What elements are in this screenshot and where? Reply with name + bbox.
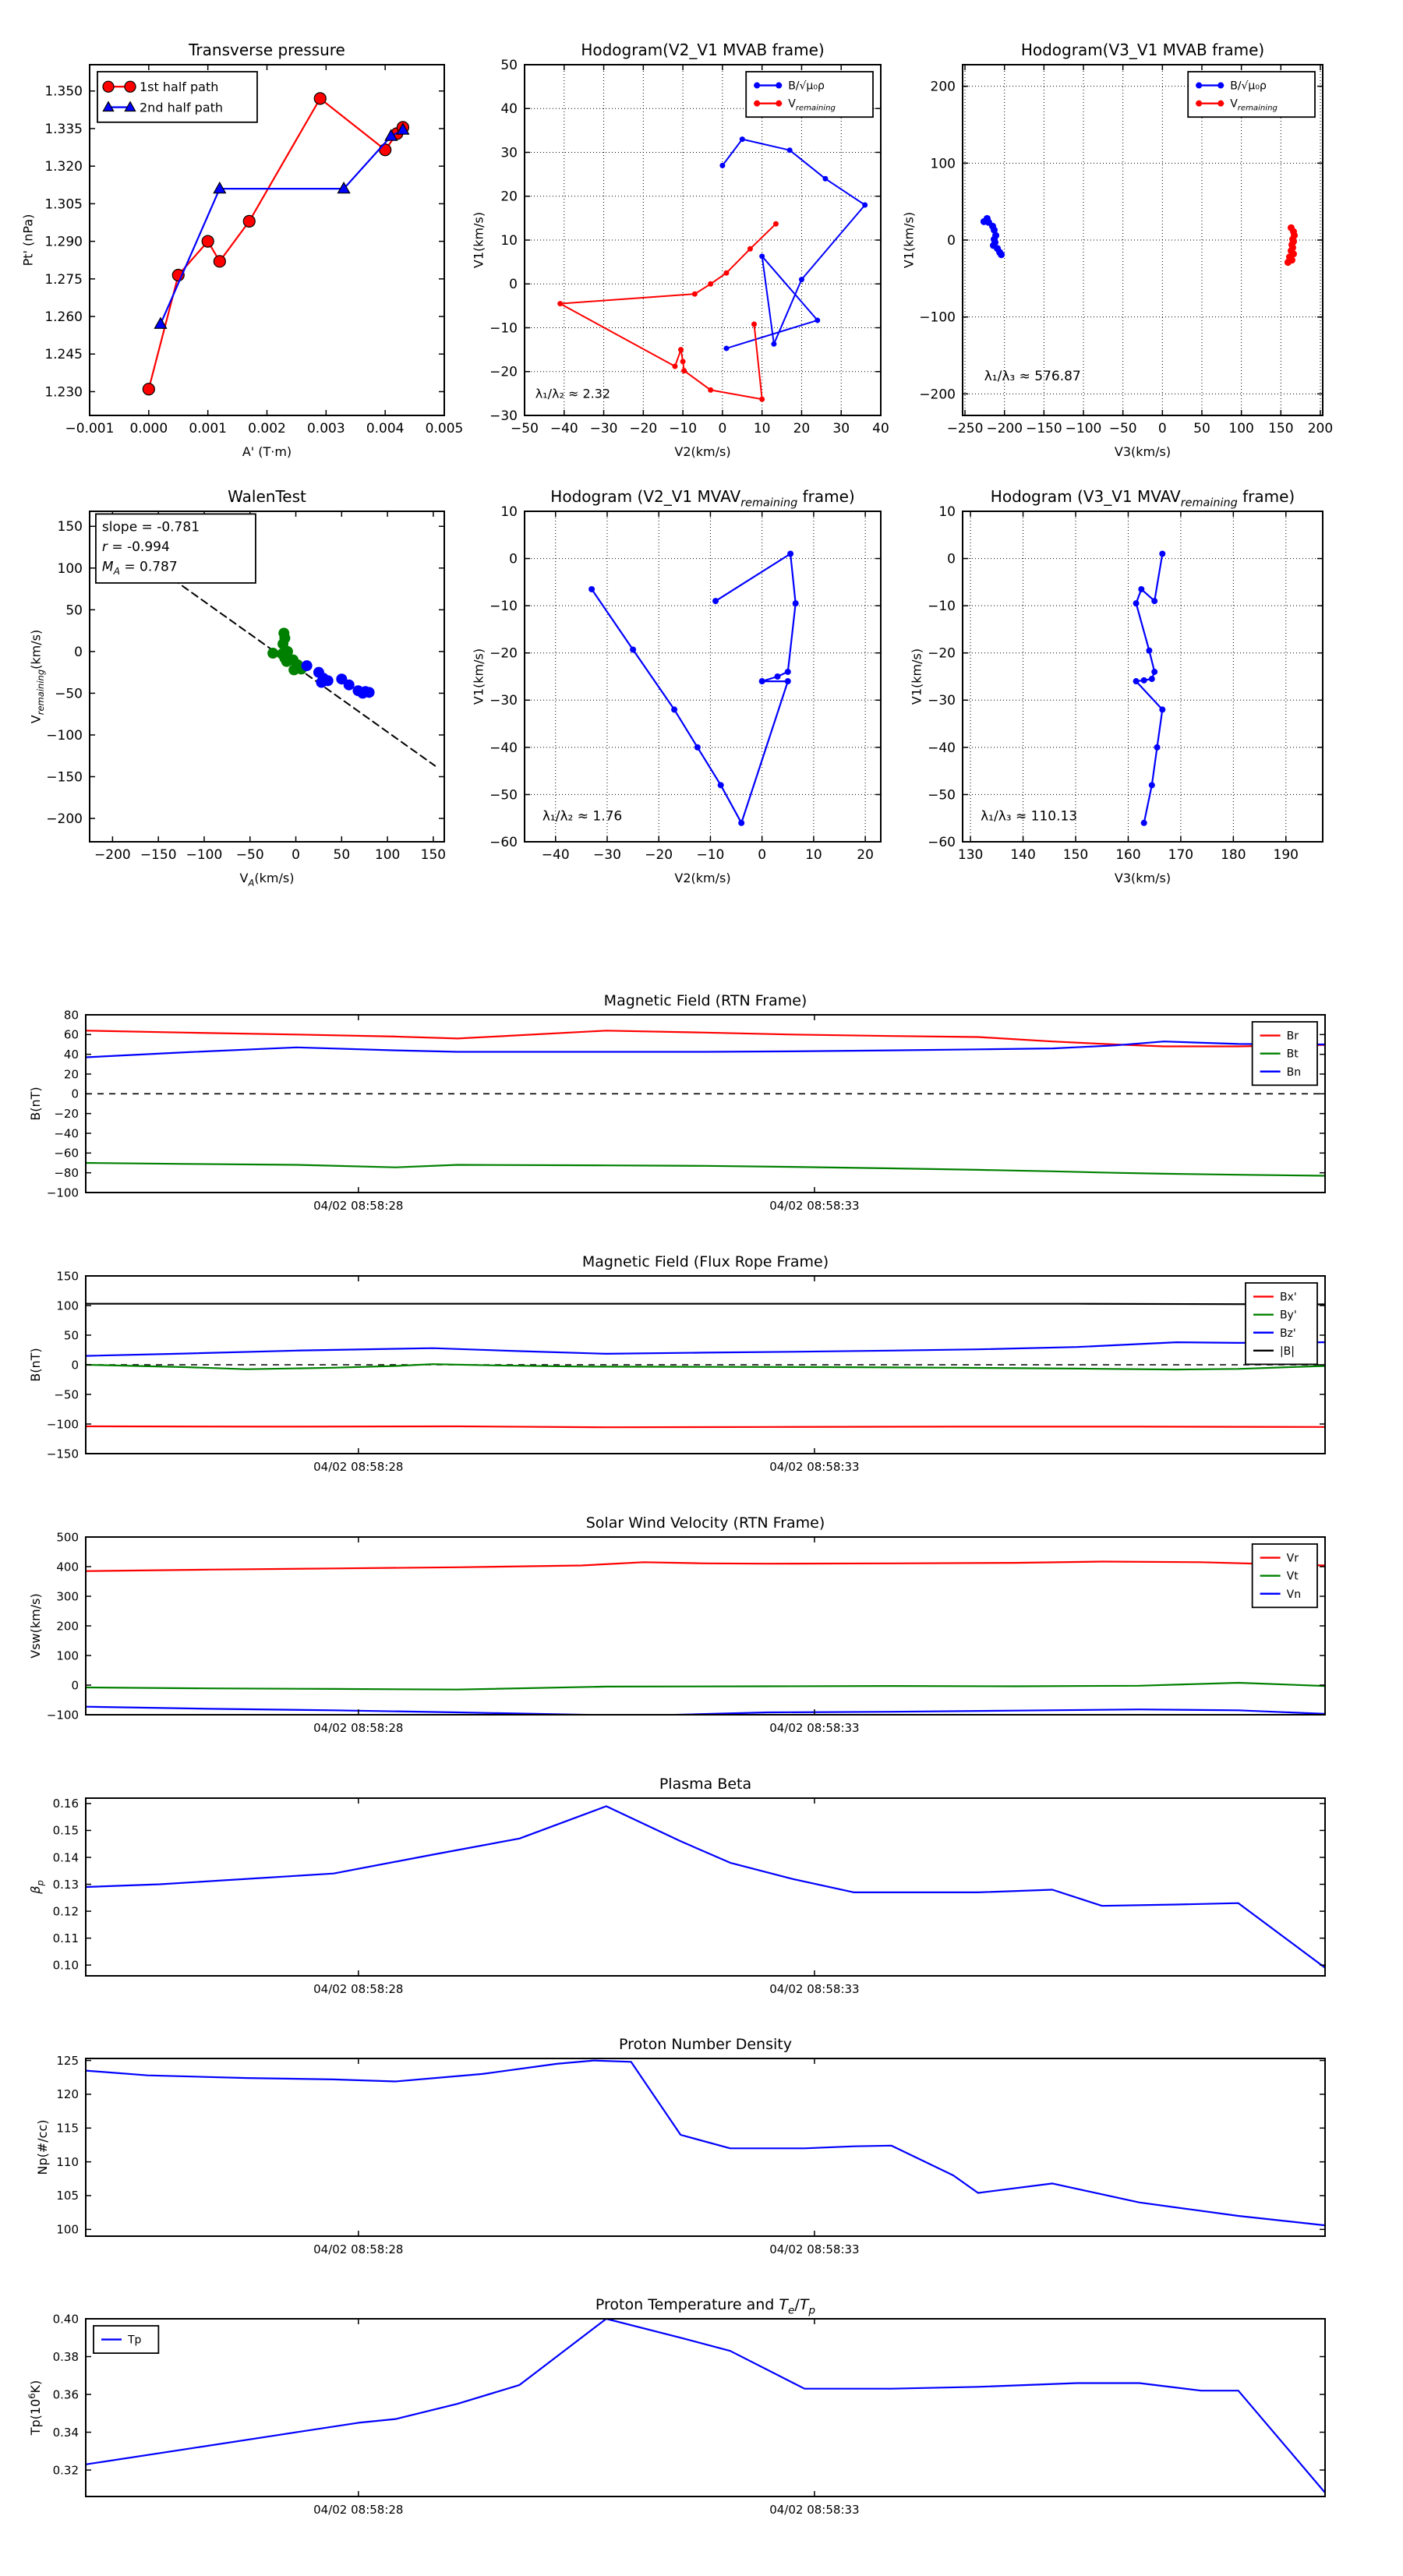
x-tick-label: −20	[645, 847, 673, 863]
y-tick-label: −100	[46, 1708, 79, 1723]
plot-title: Hodogram (V3_V1 $MVAV_{remaining}$ frame)	[990, 487, 1295, 510]
y-tick-label: 0	[947, 551, 956, 567]
y-tick-label: 10	[938, 504, 956, 520]
circle-marker	[214, 256, 225, 267]
y-axis-label: V1(km/s)	[471, 648, 486, 705]
x-tick-label: −50	[235, 847, 264, 863]
y-axis-label: B(nT)	[28, 1087, 44, 1121]
legend-label: $V_{remaining}$	[788, 97, 836, 113]
y-tick-label: −100	[46, 1186, 79, 1200]
circle-marker	[776, 101, 782, 107]
plot-title: Hodogram (V2_V1 $MVAV_{remaining}$ frame)	[550, 487, 855, 510]
y-tick-label: −10	[489, 599, 518, 615]
x-tick-label: −150	[140, 847, 177, 863]
y-tick-label: 0	[509, 277, 518, 293]
y-tick-label: 10	[500, 504, 518, 520]
circle-marker	[785, 669, 791, 675]
circle-marker	[1133, 600, 1140, 606]
legend-label: |B|	[1279, 1345, 1295, 1358]
plot-title: Plasma Beta	[659, 1776, 752, 1793]
y-tick-label: 500	[56, 1530, 79, 1545]
y-tick-label: −200	[46, 811, 83, 827]
x-tick-label: 04/02 08:58:33	[769, 2503, 860, 2517]
annotation-text: λ₁/λ₃ ≈ 110.13	[981, 808, 1078, 825]
y-axis-label: $V_{remaining}(km/s)$	[28, 629, 47, 724]
legend-label: Br	[1286, 1030, 1299, 1043]
y-tick-label: 100	[56, 1648, 79, 1663]
series-B-magnitude	[86, 1304, 1325, 1305]
x-tick-label: 04/02 08:58:28	[313, 2503, 404, 2517]
y-tick-label: −40	[928, 740, 956, 756]
y-tick-label: 0.32	[52, 2463, 79, 2478]
circle-marker	[1141, 820, 1147, 826]
circle-marker	[759, 397, 765, 402]
circle-marker	[862, 203, 868, 208]
y-tick-label: 0.15	[52, 1823, 79, 1838]
x-tick-label: 10	[753, 421, 771, 436]
x-tick-label: 190	[1273, 847, 1299, 863]
y-tick-label: 0.10	[52, 1958, 79, 1973]
plot-title: Hodogram(V3_V1 MVAB frame)	[1020, 41, 1265, 59]
y-tick-label: −40	[54, 1126, 79, 1141]
x-tick-label: 50	[1193, 421, 1210, 436]
plot-title: Hodogram(V2_V1 MVAB frame)	[581, 41, 825, 59]
x-tick-label: 0.001	[189, 421, 228, 436]
annotation-text: λ₁/λ₃ ≈ 576.87	[984, 369, 1081, 384]
x-tick-label: −100	[1065, 421, 1102, 436]
y-tick-label: 1.320	[44, 159, 83, 175]
circle-marker	[694, 744, 701, 751]
circle-marker	[723, 270, 729, 276]
legend-label: Bn	[1286, 1065, 1302, 1079]
circle-marker	[1285, 259, 1292, 266]
x-axis-label: V2(km/s)	[674, 444, 731, 459]
circle-marker	[712, 598, 719, 604]
x-tick-label: 0.000	[129, 421, 168, 436]
annotation-text: r = -0.994	[101, 539, 170, 555]
x-axis-label: $V_A(km/s)$	[239, 871, 295, 889]
circle-marker	[672, 364, 677, 369]
plot-title: WalenTest	[228, 487, 306, 506]
plot-title: Magnetic Field (RTN Frame)	[603, 992, 808, 1009]
x-tick-label: −100	[186, 847, 223, 863]
y-tick-label: 110	[56, 2154, 79, 2169]
x-tick-label: 20	[857, 847, 874, 863]
y-tick-label: 0	[509, 551, 518, 567]
x-tick-label: 0	[758, 847, 767, 863]
circle-marker	[1151, 669, 1157, 675]
circle-marker	[1217, 101, 1224, 107]
circle-marker	[719, 163, 725, 168]
legend-label: Bt	[1286, 1048, 1299, 1061]
circle-marker	[323, 675, 334, 686]
annotation-text: slope = -0.781	[101, 519, 200, 535]
circle-marker	[364, 687, 375, 698]
x-tick-label: −0.001	[65, 421, 115, 436]
y-tick-label: −20	[489, 645, 518, 662]
y-tick-label: 0.12	[52, 1904, 79, 1919]
x-tick-label: 150	[1062, 847, 1089, 863]
y-tick-label: 50	[65, 602, 83, 619]
y-tick-label: 200	[56, 1619, 79, 1634]
x-tick-label: 04/02 08:58:33	[769, 1199, 860, 1213]
x-tick-label: −200	[94, 847, 131, 863]
series-Bx-prime	[86, 1426, 1325, 1427]
y-tick-label: −20	[489, 364, 518, 380]
circle-marker	[1133, 678, 1140, 684]
x-tick-label: 04/02 08:58:28	[313, 1199, 404, 1213]
x-tick-label: −20	[629, 421, 658, 436]
plot-title: Solar Wind Velocity (RTN Frame)	[585, 1514, 825, 1532]
circle-marker	[1159, 551, 1165, 557]
y-tick-label: −60	[54, 1146, 79, 1161]
circle-marker	[815, 317, 820, 323]
circle-marker	[754, 101, 760, 107]
y-axis-label: V1(km/s)	[901, 211, 917, 269]
plot-title: Proton Temperature and $T_e/T_p$	[595, 2296, 816, 2317]
x-tick-label: 0.005	[425, 421, 464, 436]
x-tick-label: 04/02 08:58:28	[313, 1721, 404, 1735]
y-tick-label: −200	[919, 387, 956, 403]
circle-marker	[588, 586, 595, 592]
circle-marker	[708, 281, 713, 287]
circle-marker	[380, 144, 391, 156]
circle-marker	[681, 368, 687, 373]
legend	[746, 72, 873, 117]
y-tick-label: −80	[54, 1165, 79, 1180]
y-tick-label: 0.11	[52, 1931, 79, 1945]
circle-marker	[738, 820, 744, 826]
x-tick-label: 140	[1010, 847, 1036, 863]
circle-marker	[1151, 598, 1157, 604]
circle-marker	[243, 215, 255, 227]
x-tick-label: 0	[292, 847, 300, 863]
circle-marker	[125, 81, 136, 92]
y-tick-label: 0	[947, 232, 956, 249]
x-tick-label: 200	[1307, 421, 1334, 436]
legend	[1246, 1283, 1317, 1364]
circle-marker	[773, 221, 779, 227]
circle-marker	[302, 660, 313, 671]
x-tick-label: −30	[589, 421, 618, 436]
x-tick-label: −200	[986, 421, 1023, 436]
legend-label: By'	[1279, 1309, 1297, 1322]
circle-marker	[822, 176, 828, 182]
y-tick-label: 0.14	[52, 1850, 79, 1865]
y-tick-label: −20	[54, 1106, 79, 1121]
y-tick-label: 1.260	[44, 309, 83, 325]
x-tick-label: 0.004	[366, 421, 405, 436]
y-tick-label: −30	[489, 408, 518, 424]
plot-title: Magnetic Field (Flux Rope Frame)	[581, 1253, 829, 1270]
circle-marker	[692, 292, 698, 297]
circle-marker	[759, 253, 765, 259]
legend-label: 1st half path	[140, 79, 219, 94]
x-tick-label: 100	[1228, 421, 1254, 436]
annotation-text: λ₁/λ₂ ≈ 1.76	[542, 808, 623, 825]
y-tick-label: 115	[56, 2121, 79, 2136]
circle-marker	[1141, 677, 1147, 684]
circle-marker	[288, 664, 299, 675]
x-tick-label: −50	[511, 421, 539, 436]
y-axis-label: Vsw(km/s)	[28, 1593, 44, 1659]
y-tick-label: 1.230	[44, 384, 83, 401]
circle-marker	[1154, 744, 1161, 751]
circle-marker	[557, 301, 563, 306]
x-tick-label: 04/02 08:58:33	[769, 1721, 860, 1735]
circle-marker	[1217, 83, 1224, 89]
x-tick-label: 30	[832, 421, 850, 436]
y-tick-label: 1.305	[44, 196, 83, 213]
y-tick-label: 80	[63, 1008, 79, 1023]
x-tick-label: −40	[550, 421, 578, 436]
circle-marker	[1196, 83, 1202, 89]
circle-marker	[787, 551, 793, 557]
circle-marker	[1149, 782, 1155, 788]
plot-title: Proton Number Density	[619, 2036, 792, 2053]
y-tick-label: −40	[489, 740, 518, 756]
circle-marker	[759, 678, 765, 684]
legend-label: Bx'	[1279, 1291, 1297, 1304]
y-tick-label: 150	[56, 1269, 79, 1284]
x-tick-label: 04/02 08:58:33	[769, 1460, 860, 1474]
circle-marker	[708, 387, 713, 393]
circle-marker	[751, 322, 757, 327]
y-tick-label: 50	[500, 57, 518, 73]
y-tick-label: 10	[500, 232, 518, 249]
x-tick-label: 0.003	[306, 421, 345, 436]
x-tick-label: 0	[1157, 421, 1167, 436]
y-axis-label: Pt' (nPa)	[20, 214, 36, 267]
y-tick-label: 100	[930, 156, 956, 172]
x-axis-label: A' (T·m)	[242, 444, 292, 459]
x-tick-label: −30	[593, 847, 621, 863]
y-tick-label: 400	[56, 1560, 79, 1574]
circle-marker	[1149, 676, 1155, 682]
x-axis-label: V3(km/s)	[1114, 444, 1172, 459]
x-tick-label: −150	[1026, 421, 1062, 436]
x-axis-label: V2(km/s)	[674, 871, 731, 885]
y-tick-label: 0	[71, 1087, 79, 1101]
y-axis-label: $\beta_p$	[28, 1880, 46, 1894]
circle-marker	[787, 147, 793, 153]
y-tick-label: −10	[489, 320, 518, 337]
circle-marker	[1159, 706, 1165, 712]
y-tick-label: 30	[500, 145, 518, 161]
y-tick-label: 1.275	[44, 271, 83, 288]
y-tick-label: −10	[928, 599, 956, 615]
circle-marker	[671, 706, 677, 712]
y-tick-label: −60	[489, 834, 518, 850]
circle-marker	[202, 235, 214, 247]
y-tick-label: 20	[63, 1067, 79, 1082]
y-axis-label: V1(km/s)	[909, 648, 924, 705]
legend-label: Tp	[128, 2334, 142, 2347]
y-tick-label: −50	[489, 787, 518, 804]
legend	[1253, 1022, 1317, 1085]
y-tick-label: 0	[71, 1358, 79, 1373]
y-tick-label: 125	[56, 2053, 79, 2068]
y-tick-label: 1.350	[44, 83, 83, 100]
y-tick-label: −30	[928, 693, 956, 709]
legend	[97, 72, 257, 122]
x-tick-label: −250	[946, 421, 984, 436]
circle-marker	[799, 277, 804, 282]
y-axis-label: B(nT)	[28, 1348, 44, 1382]
y-tick-label: −100	[919, 309, 956, 326]
x-tick-label: 04/02 08:58:28	[313, 2242, 404, 2256]
x-tick-label: 40	[872, 421, 889, 436]
y-tick-label: 60	[63, 1027, 79, 1042]
y-tick-label: 100	[56, 2222, 79, 2237]
circle-marker	[1196, 101, 1202, 107]
y-axis-label: V1(km/s)	[471, 211, 486, 269]
circle-marker	[678, 347, 684, 352]
y-tick-label: 0	[74, 644, 83, 660]
y-tick-label: 0	[71, 1678, 79, 1693]
x-tick-label: −10	[669, 421, 698, 436]
circle-marker	[775, 673, 781, 680]
x-tick-label: 10	[805, 847, 822, 863]
x-tick-label: 160	[1115, 847, 1141, 863]
y-tick-label: 100	[56, 1299, 79, 1313]
circle-marker	[630, 646, 636, 652]
legend-label: $V_{remaining}$	[1230, 97, 1278, 113]
y-tick-label: 150	[57, 519, 83, 535]
legend	[1253, 1544, 1317, 1607]
x-tick-label: 50	[333, 847, 351, 863]
x-tick-label: −40	[541, 847, 570, 863]
y-axis-label: $Tp(10^6K)$	[26, 2380, 44, 2436]
y-tick-label: 1.335	[44, 121, 83, 137]
x-tick-label: 130	[957, 847, 984, 863]
y-tick-label: −30	[489, 693, 518, 709]
x-tick-label: 0	[718, 421, 727, 436]
circle-marker	[785, 678, 791, 684]
x-tick-label: 0.002	[248, 421, 286, 436]
circle-marker	[344, 680, 355, 691]
y-axis-label: Np(#/cc)	[34, 2119, 50, 2175]
circle-marker	[314, 93, 326, 104]
legend-label: Vt	[1286, 1570, 1299, 1583]
circle-marker	[776, 83, 782, 89]
x-tick-label: −50	[1108, 421, 1137, 436]
y-tick-label: 200	[930, 79, 956, 95]
x-tick-label: 100	[374, 847, 401, 863]
y-tick-label: −20	[928, 645, 956, 662]
legend-label: Vn	[1286, 1588, 1302, 1601]
y-tick-label: 1.290	[44, 234, 83, 250]
y-tick-label: 50	[63, 1328, 79, 1343]
x-tick-label: 150	[1268, 421, 1294, 436]
x-tick-label: 04/02 08:58:33	[769, 2242, 860, 2256]
circle-marker	[680, 359, 686, 364]
x-tick-label: 150	[420, 847, 447, 863]
y-tick-label: 0.16	[52, 1797, 79, 1811]
circle-marker	[754, 83, 760, 89]
legend-label: B/√μ₀ρ	[1230, 80, 1267, 93]
y-tick-label: −50	[55, 686, 83, 702]
y-tick-label: −150	[46, 769, 83, 786]
x-tick-label: −10	[696, 847, 725, 863]
y-tick-label: −100	[46, 1417, 79, 1432]
annotation-text: λ₁/λ₂ ≈ 2.32	[535, 386, 611, 401]
circle-marker	[723, 345, 729, 351]
plot-title: Transverse pressure	[189, 41, 345, 59]
annotation-text: $M_A = 0.787$	[101, 559, 178, 578]
circle-marker	[998, 251, 1005, 258]
y-tick-label: 0.34	[52, 2425, 79, 2440]
circle-marker	[1138, 586, 1144, 592]
circle-marker	[793, 600, 799, 606]
circle-marker	[1146, 648, 1152, 654]
circle-marker	[718, 782, 724, 788]
y-tick-label: −50	[928, 787, 956, 804]
y-tick-label: 0.13	[52, 1877, 79, 1892]
legend	[1188, 72, 1315, 117]
x-tick-label: 04/02 08:58:28	[313, 1460, 404, 1474]
legend-label: B/√μ₀ρ	[788, 80, 825, 93]
circle-marker	[740, 136, 745, 142]
y-tick-label: −60	[928, 834, 956, 850]
y-tick-label: 300	[56, 1589, 79, 1604]
legend	[94, 2326, 158, 2353]
y-tick-label: −50	[54, 1387, 79, 1402]
circle-marker	[103, 81, 114, 92]
y-tick-label: −100	[46, 727, 83, 744]
y-tick-label: 0.40	[52, 2312, 79, 2327]
y-tick-label: 40	[500, 101, 518, 118]
y-tick-label: 0.36	[52, 2387, 79, 2402]
x-tick-label: 180	[1221, 847, 1246, 863]
legend-label: 2nd half path	[140, 100, 224, 115]
y-tick-label: 20	[500, 189, 518, 205]
y-tick-label: 1.245	[44, 347, 83, 363]
y-tick-label: 0.38	[52, 2349, 79, 2364]
x-tick-label: 20	[793, 421, 811, 436]
circle-marker	[771, 341, 776, 347]
y-tick-label: 100	[57, 560, 83, 577]
legend-label: Vr	[1286, 1552, 1299, 1565]
y-tick-label: 105	[56, 2189, 79, 2203]
legend-label: Bz'	[1279, 1327, 1296, 1340]
y-tick-label: 120	[56, 2087, 79, 2102]
circle-marker	[747, 246, 753, 252]
y-tick-label: 40	[63, 1047, 79, 1062]
x-tick-label: 170	[1168, 847, 1194, 863]
y-tick-label: −150	[46, 1447, 79, 1461]
x-axis-label: V3(km/s)	[1114, 871, 1172, 885]
circle-marker	[143, 383, 154, 395]
x-tick-label: 04/02 08:58:28	[313, 1982, 404, 1996]
x-tick-label: 04/02 08:58:33	[769, 1982, 860, 1996]
